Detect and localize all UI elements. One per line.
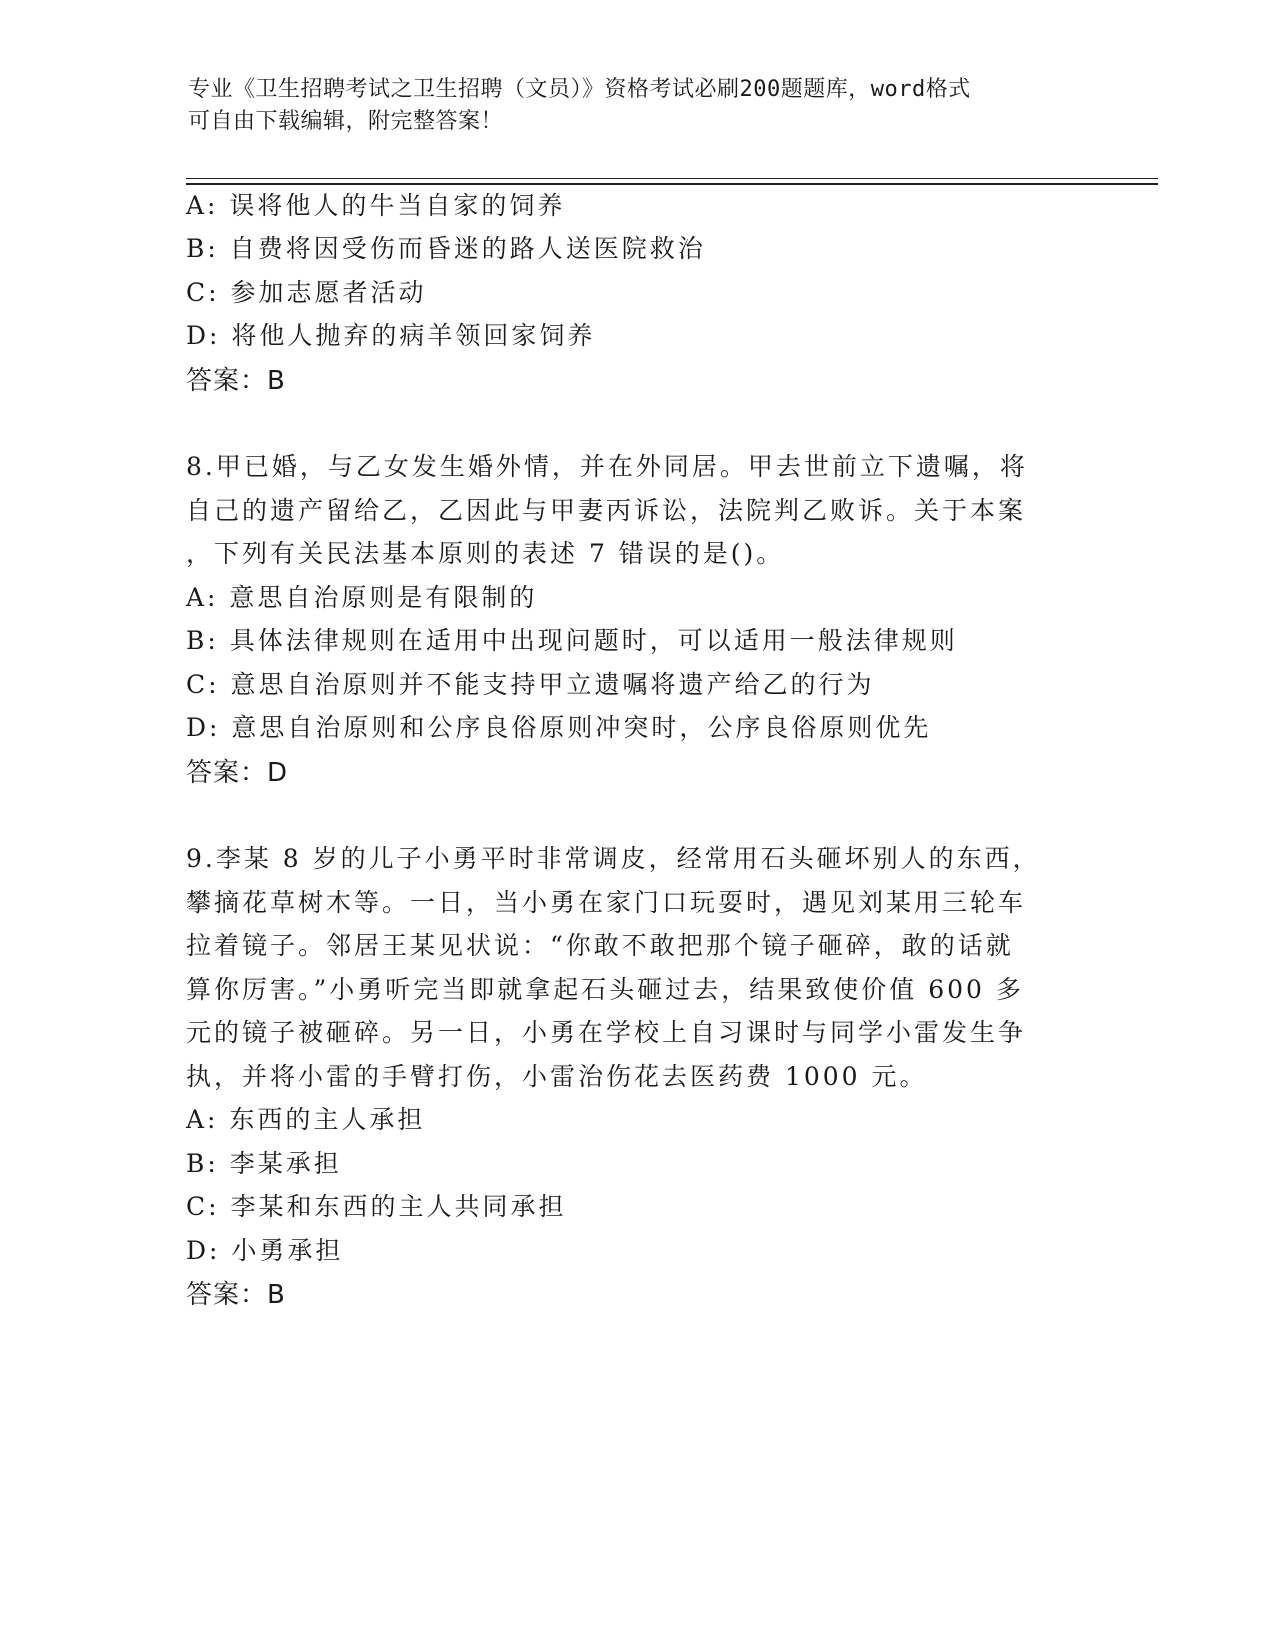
- q7-option-c: C: 参加志愿者活动: [186, 278, 427, 307]
- q7-answer: 答案：B: [186, 366, 286, 396]
- document-header: [188, 74, 1068, 138]
- q9-answer: 答案：B: [186, 1280, 286, 1310]
- q9-stem-line-1: 9.李某 8 岁的儿子小勇平时非常调皮，经常用石头砸坏别人的东西，: [186, 844, 1041, 873]
- header-title-line-1: 专业《卫生招聘考试之卫生招聘（文员）》资格考试必刷200题题库，word格式: [188, 77, 971, 102]
- q7-option-d: D: 将他人抛弃的病羊领回家饲养: [186, 321, 596, 350]
- q8-answer: 答案：D: [186, 758, 289, 788]
- q9-stem-line-3: 拉着镜子。邻居王某见状说：“你敢不敢把那个镜子砸碎，敢的话就: [186, 931, 1014, 960]
- header-divider-thick: [186, 183, 1158, 185]
- q8-stem-line-1: 8.甲已婚，与乙女发生婚外情，并在外同居。甲去世前立下遗嘱，将: [186, 452, 1028, 481]
- q8-option-d: D: 意思自治原则和公序良俗原则冲突时，公序良俗原则优先: [186, 713, 932, 742]
- q9-option-b: B: 李某承担: [186, 1149, 342, 1178]
- q8-option-c: C: 意思自治原则并不能支持甲立遗嘱将遗产给乙的行为: [186, 670, 875, 699]
- q8-stem-line-2: 自己的遗产留给乙，乙因此与甲妻丙诉讼，法院判乙败诉。关于本案: [186, 496, 1027, 525]
- q9-stem-line-6: 执，并将小雷的手臂打伤，小雷治伤花去医药费 1000 元。: [186, 1062, 928, 1091]
- q9-option-d: D: 小勇承担: [186, 1236, 344, 1265]
- q8-stem-line-3: ，下列有关民法基本原则的表述 7 错误的是()。: [186, 539, 785, 568]
- q9-option-a: A: 东西的主人承担: [186, 1105, 426, 1134]
- header-title-line-2: 可自由下载编辑，附完整答案！: [188, 109, 504, 134]
- q8-option-a: A: 意思自治原则是有限制的: [186, 583, 538, 612]
- q7-option-b: B: 自费将因受伤而昏迷的路人送医院救治: [186, 234, 706, 263]
- q9-stem-line-4: 算你厉害。”小勇听完当即就拿起石头砸过去，结果致使价值 600 多: [186, 975, 1024, 1004]
- q9-option-c: C: 李某和东西的主人共同承担: [186, 1192, 567, 1221]
- q8-option-b: B: 具体法律规则在适用中出现问题时，可以适用一般法律规则: [186, 626, 958, 655]
- q9-stem-line-5: 元的镜子被砸碎。另一日，小勇在学校上自习课时与同学小雷发生争: [186, 1018, 1027, 1047]
- q9-stem-line-2: 攀摘花草树木等。一日，当小勇在家门口玩耍时，遇见刘某用三轮车: [186, 888, 1027, 917]
- header-divider-thin: [186, 178, 1158, 179]
- q7-option-a: A: 误将他人的牛当自家的饲养: [186, 191, 566, 220]
